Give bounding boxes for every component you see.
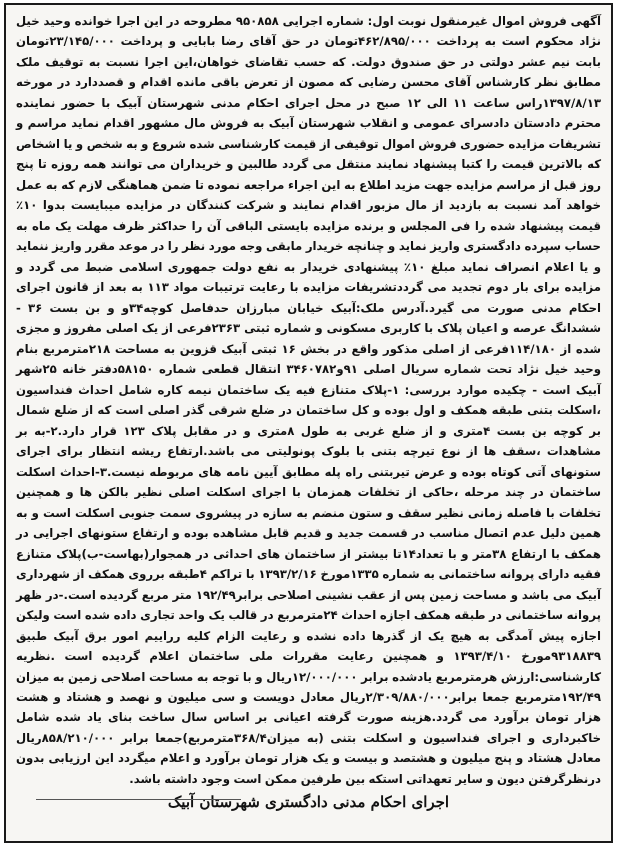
signature-line: اجرای احکام مدنی دادگستری شهرستان آبیک xyxy=(167,793,450,812)
signature-rule xyxy=(36,799,241,800)
auction-notice xyxy=(4,3,613,843)
notice-body-text: آگهی فروش اموال غیرمنقول نوبت اول: شماره اجرایی ۹۵۰۸۵۸ مطروحه در این اجرا خوانده وحید خیل نژاد محکوم است به پرداخت ۴۶۲/۸۹۵/۰۰۰تومان در حق آقای رضا بابایی و پرداخت ۲۳/۱۴۵/۰۰۰تومان بابت نیم عشر دولتی در حق صندوق دولت. که حسب تقاضای خواهان،این اجرا نسبت به توقیف ملک مطابق نظر کارشناس آقای محسن رضایی که مصون از تعرض باقی مانده اقدام و قصددارد در مورخه ۱۳۹۷/۸/۱۳راس ساعت ۱۱ الی ۱۲ صبح در محل اجرای احکام مدنی شهرستان آبیک با حضور نماینده محترم دادستان دادسرای عمومی و انقلاب شهرستان آبیک به فروش مال مشهور اقدام نماید مراسم و تشریفات مزایده حضوری فروش اموال توقیفی از قیمت کارشناسی شده شروع و به شخص و یا اشخاص که بالاترین قیمت را کتبا پیشنهاد نمایند منتقل می گردد طالبین و خریداران می توانند همه روزه تا پنج روز قبل از مراسم مزایده جهت مزید اطلاع به این اجراء مراجعه نموده تا ضمن هماهنگی لازم که به عمل خواهد آمد نسبت به بازدید از مال مزبور اقدام نمایند و شرکت کنندگان در مزایده میبایست بدوا ۱۰٪ قیمت پیشنهاد شده را فی المجلس و برنده مزایده بایستی الباقی آن را حداکثر ظرف مهلت یک ماه به حساب سپرده دادگستری واریز نماید و چنانچه خریدار مابقی وجه مورد نظر را در موعد مقرر واریز ننماید و یا اعلام انصراف نماید مبلغ ۱۰٪ پیشنهادی خریدار به نفع دولت جمهوری اسلامی ضبط می گردد و مزایده برای بار دوم تجدید می گرددتشریفات مزایده با رعایت ترتیبات مواد ۱۱۳ به بعد از قانون اجرای احکام مدنی صورت می گیرد.آدرس ملک:آبیک خیابان مبارزان حدفاصل کوچه۳۴و و بن بست ۳۶ - ششدانگ عرصه و اعیان پلاک با کاربری مسکونی و شماره ثبتی ۲۳۶۳فرعی از یک اصلی مفروز و مجزی شده از ۱۱۴/۱۸۰فرعی از اصلی مذکور واقع در بخش ۱۶ ثبتی آبیک قزوین به مساحت ۲۱۸مترمربع بنام وحید خیل نژاد تحت شماره سریال اصلی ۹۱و۳۴۶۰۷۸۲ انتقال قطعی شماره ۵۸۱۵۰دفتر خانه ۲۵شهر آبیک است - چکیده موارد بررسی: ۱-پلاک متنازع فیه یک ساختمان نیمه کاره شامل احداث فنداسیون ،اسکلت بتنی طبقه همکف و اول بوده و کل ساختمان در ضلع شرقی گذر اصلی است که از ضلع شمال بر کوچه بن بست ۴متری و از ضلع غربی به طول ۸متری و در مقابل پلاک ۱۲۳ قرار دارد.۲-به بر مشاهدات ،سقف ها از نوع تیرچه بتنی با بلوک پونولیتی می باشد.ارتفاع ریشه انتظار برای اجرای ستونهای آتی کوتاه بوده و عرض تیربتنی راه پله مطابق آیین نامه های مربوطه نیست.۳-احداث اسکلت ساختمان در چند مرحله ،حاکی از تخلفات همزمان با اجرای اسکلت اصلی نظیر بالکن ها و همچنین تخلفات با فاصله زمانی نظیر سقف و ستون منضم به سازه در پیشروی سمت جنوبی اسکلت است و به همین دلیل عدم اتصال مناسب در قسمت جدید و قدیم قابل مشاهده بوده و ارتفاع ستونهای اجرایی در همکف با ارتفاع ۳۸متر و با تعداد۱۴تا بیشتر از ساختمان های احداثی در همجوار(بهاست-ب)پلاک متنازع فقیه دارای پروانه ساختمانی به شماره ۱۳۳۵مورخ ۱۳۹۳/۲/۱۶ با تراکم ۴طبقه برروی همکف از شهرداری آبیک می باشد و مساحت زمین پس از عقب نشینی اصلاحی برابر۱۹۲/۴۹ متر مربع گردیده است.-در ظهر پروانه ساختمانی در طبقه همکف اجازه احداث ۲۴مترمربع در قالب یک واحد تجاری داده شده است ولیکن اجازه پیش آمدگی به هیچ یک از گذرها داده نشده و رعایت الزام کلیه رراییم امور برق آبیک طبیق ۹۳۱۸۸۳۹مورخ ۱۳۹۳/۴/۱۰ و همچنین رعایت مقررات ملی ساختمان اعلام گردیده است .نظریه کارشناسی:ارزش هرمترمربع یادشده برابر ۱۲/۰۰۰/۰۰۰ریال و با توجه به مساحت اصلاحی زمین به میزان ۱۹۲/۴۹مترمربع جمعا برابر۲/۳۰۹/۸۸۰/۰۰۰ریال معادل دویست و سی میلیون و نهصد و هشتاد و هشت هزار تومان برآورد می گردد.هزینه صورت گرفته اعیانی بر اساس سال ساخت بنای یاد شده شامل خاکبرداری و اجرای فنداسیون و اسکلت بتنی (به میزان۳۶۸/۴مترمربع)جمعا برابر ۸۵۸/۲۱۰/۰۰۰ریال معادل هشتاد و پنج میلیون و هشتصد و بیست و یک هزار تومان برآورد و اعلام میگردد این ارزیابی بدون درنظرگرفتن دیون و سایر تعهداتی استکه بین طرفین ممکن است وجود داشته باشد. xyxy=(16,14,602,786)
signature-block xyxy=(16,790,601,814)
